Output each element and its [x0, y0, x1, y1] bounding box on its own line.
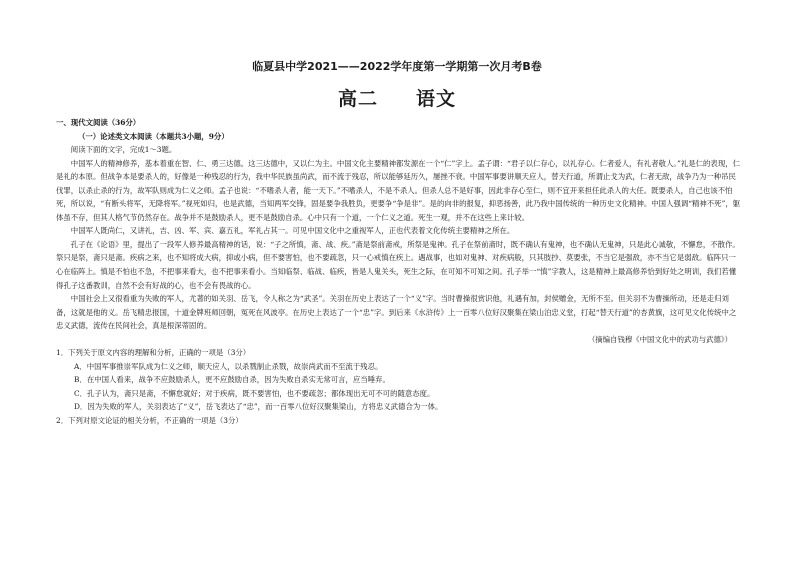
subject-heading: [0, 84, 794, 111]
subject-label: 语文: [416, 88, 457, 110]
question-1-option-c: C．孔子认为，斋只是斋，不懈怠就好；对于疾病，既不要害怕，也不要疏忽；都体现出无可不可的随意态度。: [74, 388, 435, 398]
section-heading: 一、现代文阅读（36分）: [56, 118, 141, 127]
passage-paragraph-4: 中国社会上又很看重为失败的军人，尤著的如关羽、岳飞，令人称之为“武圣”。关羽在历史上表达了一个“义”字。当时曹操很赏识他，礼遇有加，封侯赠金，无所不至。但关羽不为曹操所动，还是走归刘备，这就是他的义。岳飞精忠报国，十道金牌班师回朝，冤死在风波亭。在历史上表达了一个“忠”字。到后来《水浒传》上一百零八位好汉聚集在梁山泊忠义堂，打起“替天行道”的杏黄旗，这可见文化传统中之忠义武德，流传在民间社会，真是根深蒂固的。: [56, 294, 737, 331]
question-1-stem: 1．下列关于原文内容的理解和分析，正确的一项是（3分）: [56, 348, 251, 358]
exam-body: [56, 116, 742, 428]
passage-paragraph-1: 中国军人的精神修养，基本着重在智、仁、勇三达德。这三达德中，又以仁为主。中国文化主要精神都发源在一个“仁”字上。孟子谓：“君子以仁存心，以礼存心。仁者爱人，有礼者敬人。”礼是仁的表现，仁是礼的本原。但战争本是要杀人的，好像是一种残忍的行为，我中华民族虽尚武，而不流于残忍，所以能够延历久，屡挫不衰。中国军事要讲顺天应人，替天行道，所谓止戈为武，仁者无敌，战争乃为一种吊民伐罪，以杀止杀的行为，故军队则成为仁义之师。孟子也说：“不嗜杀人者，能一天下。”不嗜杀人，不是不杀人。但杀人总不是好事，因此非存心至仁，则不宜开来担任此杀人的大任。既要杀人，自己也该不怕死，所以说，“有断头将军，无降将军。”视死如归，也是武德，当知两军交锋，固是要争我胜负，更要争“争是非”。是的向非的报复，抑恶扬善，此乃我中国传统的一种历史文化精神。中国人强调“精神不死”，躯体虽不存，但其人格气节仍然存在。战争并不是鼓励杀人，更不是鼓励自杀。心中只有一个道，一个仁义之道。死生一观，并不在这些上来计较。: [56, 158, 741, 222]
passage-paragraph-2: 中国军人既尚仁，又讲礼，吉、凶、军、宾、嘉五礼，军礼占其一。可见中国文化中之重视军人，正也代表着文化传统主要精神之所在。: [70, 226, 515, 236]
grade-label: 高二: [337, 88, 378, 110]
instruction: 阅读下面的文字，完成1～3题。: [70, 145, 177, 155]
question-1-option-d: D．因为失败的军人，关羽表达了“义”，岳飞表达了“忠”，而一百零八位好汉聚集梁山，方将忠义武德合为一体。: [74, 402, 443, 412]
exam-title: 临夏县中学2021——2022学年度第一学期第一次月考B卷: [252, 60, 542, 73]
sub-section-heading: （一）论述类文本阅读（本题共3小题，9分）: [78, 131, 229, 141]
question-2-stem: 2．下列对原文论证的相关分析，不正确的一项是（3分）: [56, 416, 243, 426]
passage-paragraph-3: 孔子在《论语》里，提出了一段军人修养最高精神的话，说：“子之所慎，斋、战、疾。”斋是祭前斋戒，所祭是鬼神。孔子在祭前斋时，既不确认有鬼神，也不确认无鬼神，只是此心诚敬，不懈怠，不散作。祭只是祭，斋只是斋。疾病之来，也不知将成大病，抑或小病，但不要害怕，也不要疏忽，只一心戒慎在疾上。遇战事，也如对鬼神、对疾病般，只其肢抄、莫要张，不当它是强敌，亦不当它是弱敌。临阵只一心在临阵上。慎是不怕也不急，不把事来看大，也不把事来看小。当知临祭、临战、临疾，皆是人鬼关头，死生之际，在可知不可知之间。孔子举一“慎”字教人，这是精神上最高修养恰到好处之明训，我们若懂得孔子这番教训，自然不会有好战的心，也不会有畏战的心。: [56, 239, 740, 290]
passage-source: （摘编自钱穆《中国文化中的武功与武德》）: [587, 334, 732, 344]
question-1-option-b: B．在中国人看来，战争不应鼓励杀人，更不应鼓励自杀，因为失败自杀实无常可言，应当唾弃。: [74, 375, 390, 385]
question-1-option-a: A．中国军事推崇军队成为仁义之师，顺天应人，以杀戮制止杀戮，故崇尚武而不至流于残忍。: [74, 361, 383, 371]
